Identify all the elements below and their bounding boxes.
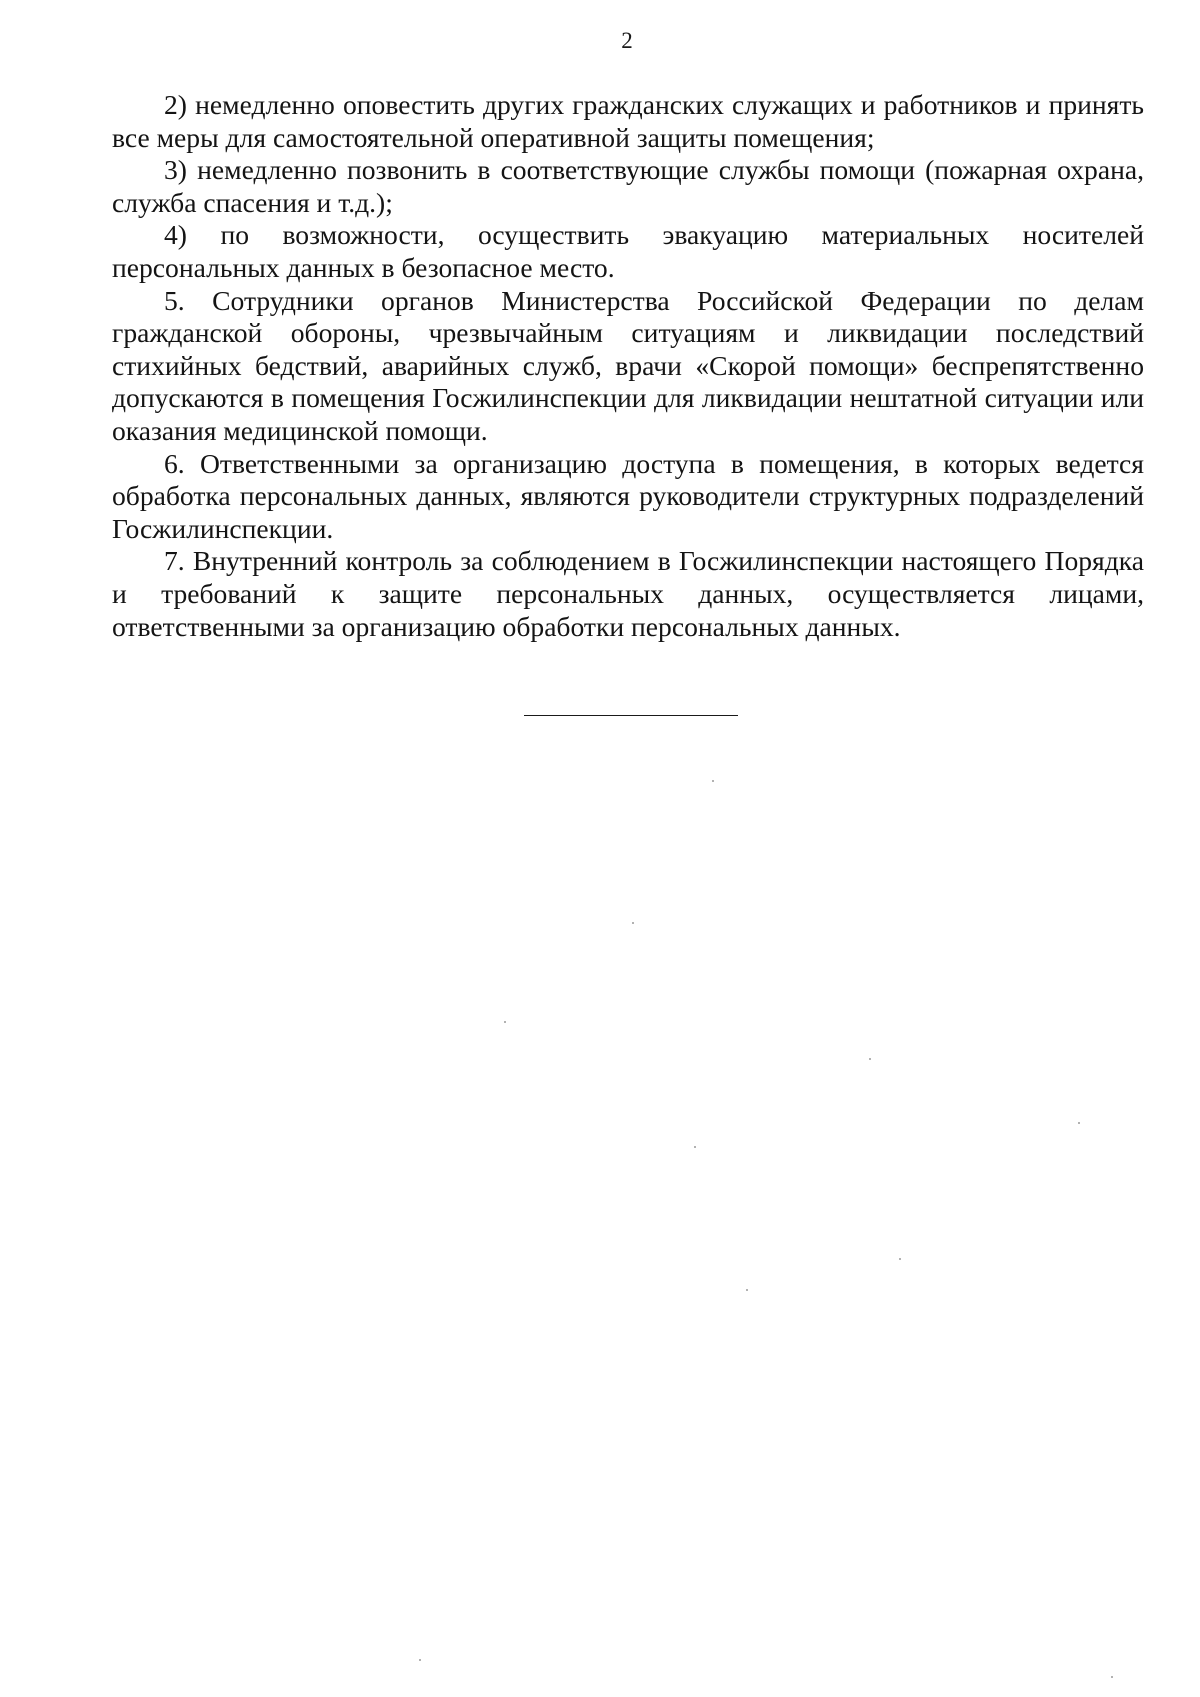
scan-speck xyxy=(419,1659,421,1661)
scan-speck xyxy=(1111,1676,1113,1678)
scan-speck xyxy=(694,1146,696,1148)
scan-speck xyxy=(632,922,634,924)
page-number: 2 xyxy=(621,28,633,53)
paragraph-item-3: 3) немедленно позвонить в соответствующие службы помощи (пожарная охрана, служба спасения и т.д.); xyxy=(112,154,1144,218)
paragraph-section-5: 5. Сотрудники органов Министерства Российской Федерации по делам гражданской обороны, чрезвычайным ситуациям и ликвидации последствий стихийных бедствий, аварийных служб, врачи «Скорой помощи» беспрепятственно допускаются в помещения Госжилинспекции для ликвидации нештатной ситуации или оказания медицинской помощи. xyxy=(112,284,1144,446)
paragraph-section-6: 6. Ответственными за организацию доступа в помещения, в которых ведется обработка персональных данных, являются руководители структурных подразделений Госжилинспекции. xyxy=(112,447,1144,544)
end-of-document-divider xyxy=(524,715,738,716)
scan-speck xyxy=(1078,1122,1080,1124)
document-body xyxy=(112,89,1144,643)
scan-speck xyxy=(869,1058,871,1060)
paragraph-section-7: 7. Внутренний контроль за соблюдением в Госжилинспекции настоящего Порядка и требований к защите персональных данных, осуществляется лицами, ответственными за организацию обработки персональных данных. xyxy=(112,545,1144,642)
scan-speck xyxy=(899,1258,901,1260)
scan-speck xyxy=(712,780,714,782)
scan-speck xyxy=(504,1021,506,1023)
paragraph-item-4: 4) по возможности, осуществить эвакуацию материальных носителей персональных данных в безопасное место. xyxy=(112,219,1144,283)
paragraph-item-2: 2) немедленно оповестить других гражданских служащих и работников и принять все меры для самостоятельной оперативной защиты помещения; xyxy=(112,89,1144,153)
scan-speck xyxy=(746,1289,748,1291)
